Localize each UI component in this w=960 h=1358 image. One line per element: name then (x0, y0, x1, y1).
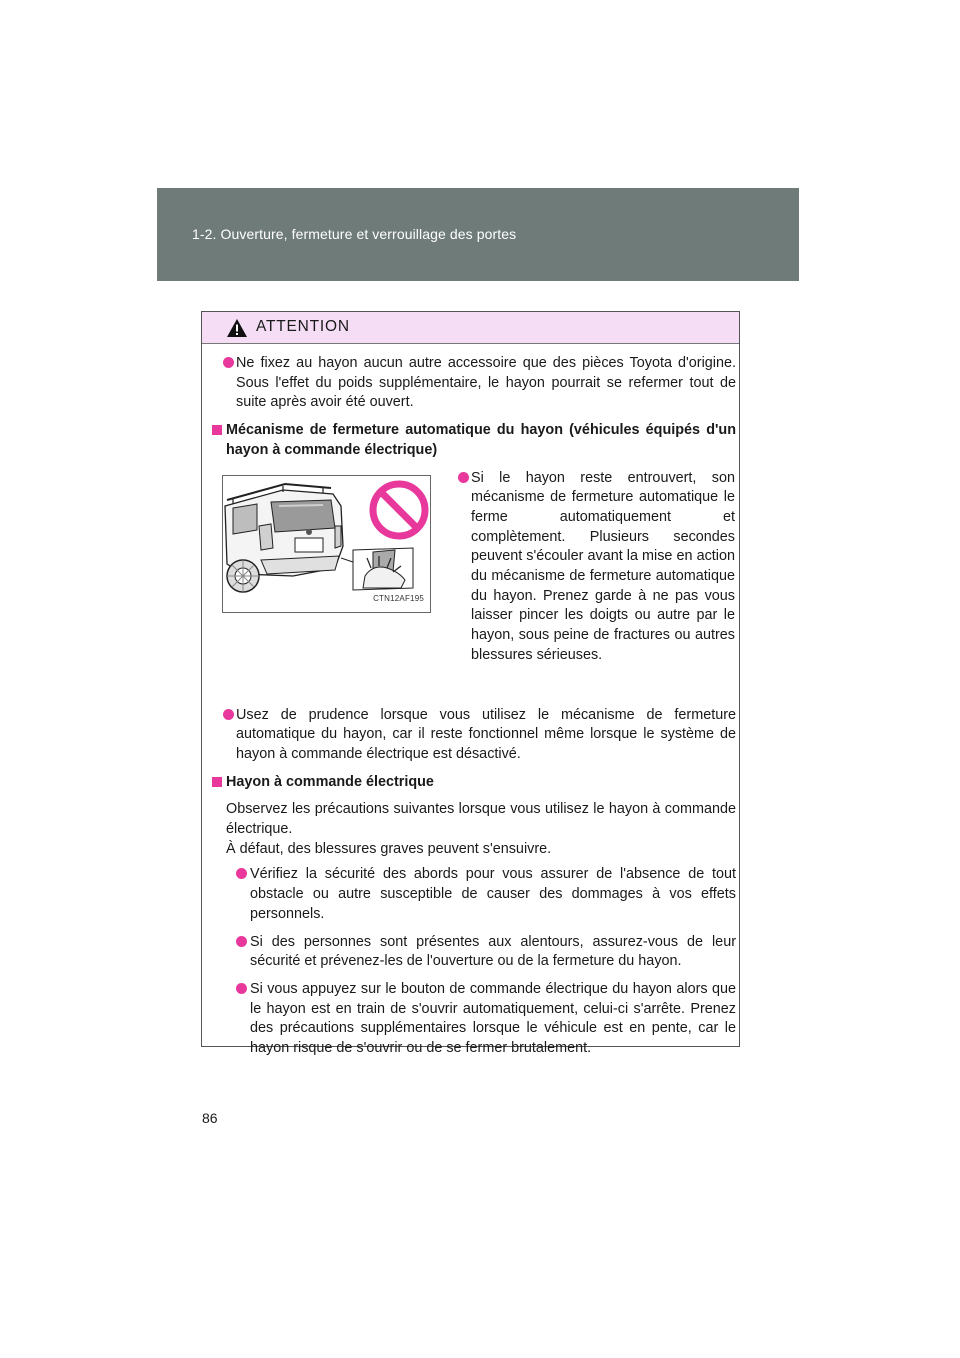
list-item (212, 706, 736, 765)
section-heading-power-tailgate: Hayon à commande électrique (212, 773, 736, 793)
list-item (212, 865, 736, 924)
section-header-band (157, 188, 799, 281)
warning-triangle-icon (226, 318, 248, 338)
list-item (447, 469, 735, 666)
warning-content (212, 354, 736, 1067)
warning-header (202, 312, 739, 344)
page-number: 86 (202, 1110, 218, 1126)
square-bullet-icon (212, 425, 222, 435)
figure-side-text (447, 469, 735, 666)
bullet-text: Usez de prudence lorsque vous utilisez le mécanisme de fermeture automatique du hayon, car il reste fonctionnel même lorsque le système de hayon à commande électrique est désactivé. (236, 706, 736, 762)
section-heading-closing-mechanism: Mécanisme de fermeture automatique du hayon (véhicules équipés d'un hayon à commande électrique) (212, 421, 736, 460)
section-title: 1-2. Ouverture, fermeture et verrouillage des portes (192, 226, 517, 242)
bullet-dot-icon (223, 709, 234, 720)
warning-box (201, 311, 740, 1057)
square-bullet-icon (212, 777, 222, 787)
paragraph-line: Observez les précautions suivantes lorsque vous utilisez le hayon à commande électrique. (226, 801, 736, 838)
intro-bullet-text: Ne fixez au hayon aucun autre accessoire que des pièces Toyota d'origine. Sous l'effet du poids supplémentaire, le hayon pourrait se refermer tout de suite après avoir été ouvert. (236, 355, 736, 411)
paragraph (212, 800, 736, 859)
list-item (212, 933, 736, 972)
bullet-text: Si des personnes sont présentes aux alentours, assurez-vous de leur sécurité et prévenez-les de l'ouverture ou de la fermeture du hayon. (250, 933, 736, 970)
figure-row (212, 469, 736, 698)
bullet-dot-icon (458, 472, 469, 483)
paragraph-line: À défaut, des blessures graves peuvent s'ensuivre. (226, 840, 552, 857)
tailgate-illustration (222, 475, 431, 613)
bullet-text: Si vous appuyez sur le bouton de commande électrique du hayon alors que le hayon est en train de s'ouvrir automatiquement, celui-ci s'arrête. Prenez des précautions supplémentaires lorsque le véhicule est en pente, car le hayon risque de s'ouvrir ou de se fermer brutalement. (250, 980, 736, 1057)
bullet-text: Si le hayon reste entrouvert, son mécanisme de fermeture automatique le ferme automatiquement et complètement. Plusieurs secondes peuvent s'écouler avant la mise en action du mécanisme de fermeture automatique du hayon. Prenez garde à ne pas vous laisser pincer les doigts ou autre par le hayon, sous peine de fractures ou autres blessures sérieuses. (471, 469, 735, 663)
bullet-dot-icon (236, 868, 247, 879)
list-item (212, 354, 736, 413)
list-item (212, 980, 736, 1059)
bullet-dot-icon (236, 983, 247, 994)
bullet-text: Vérifiez la sécurité des abords pour vous assurer de l'absence de tout obstacle ou autre susceptible de causer des dommages à vos effets personnels. (250, 866, 736, 922)
figure-code: CTN12AF195 (373, 593, 424, 603)
bullet-dot-icon (223, 357, 234, 368)
bullet-dot-icon (236, 936, 247, 947)
warning-title: ATTENTION (256, 318, 350, 335)
